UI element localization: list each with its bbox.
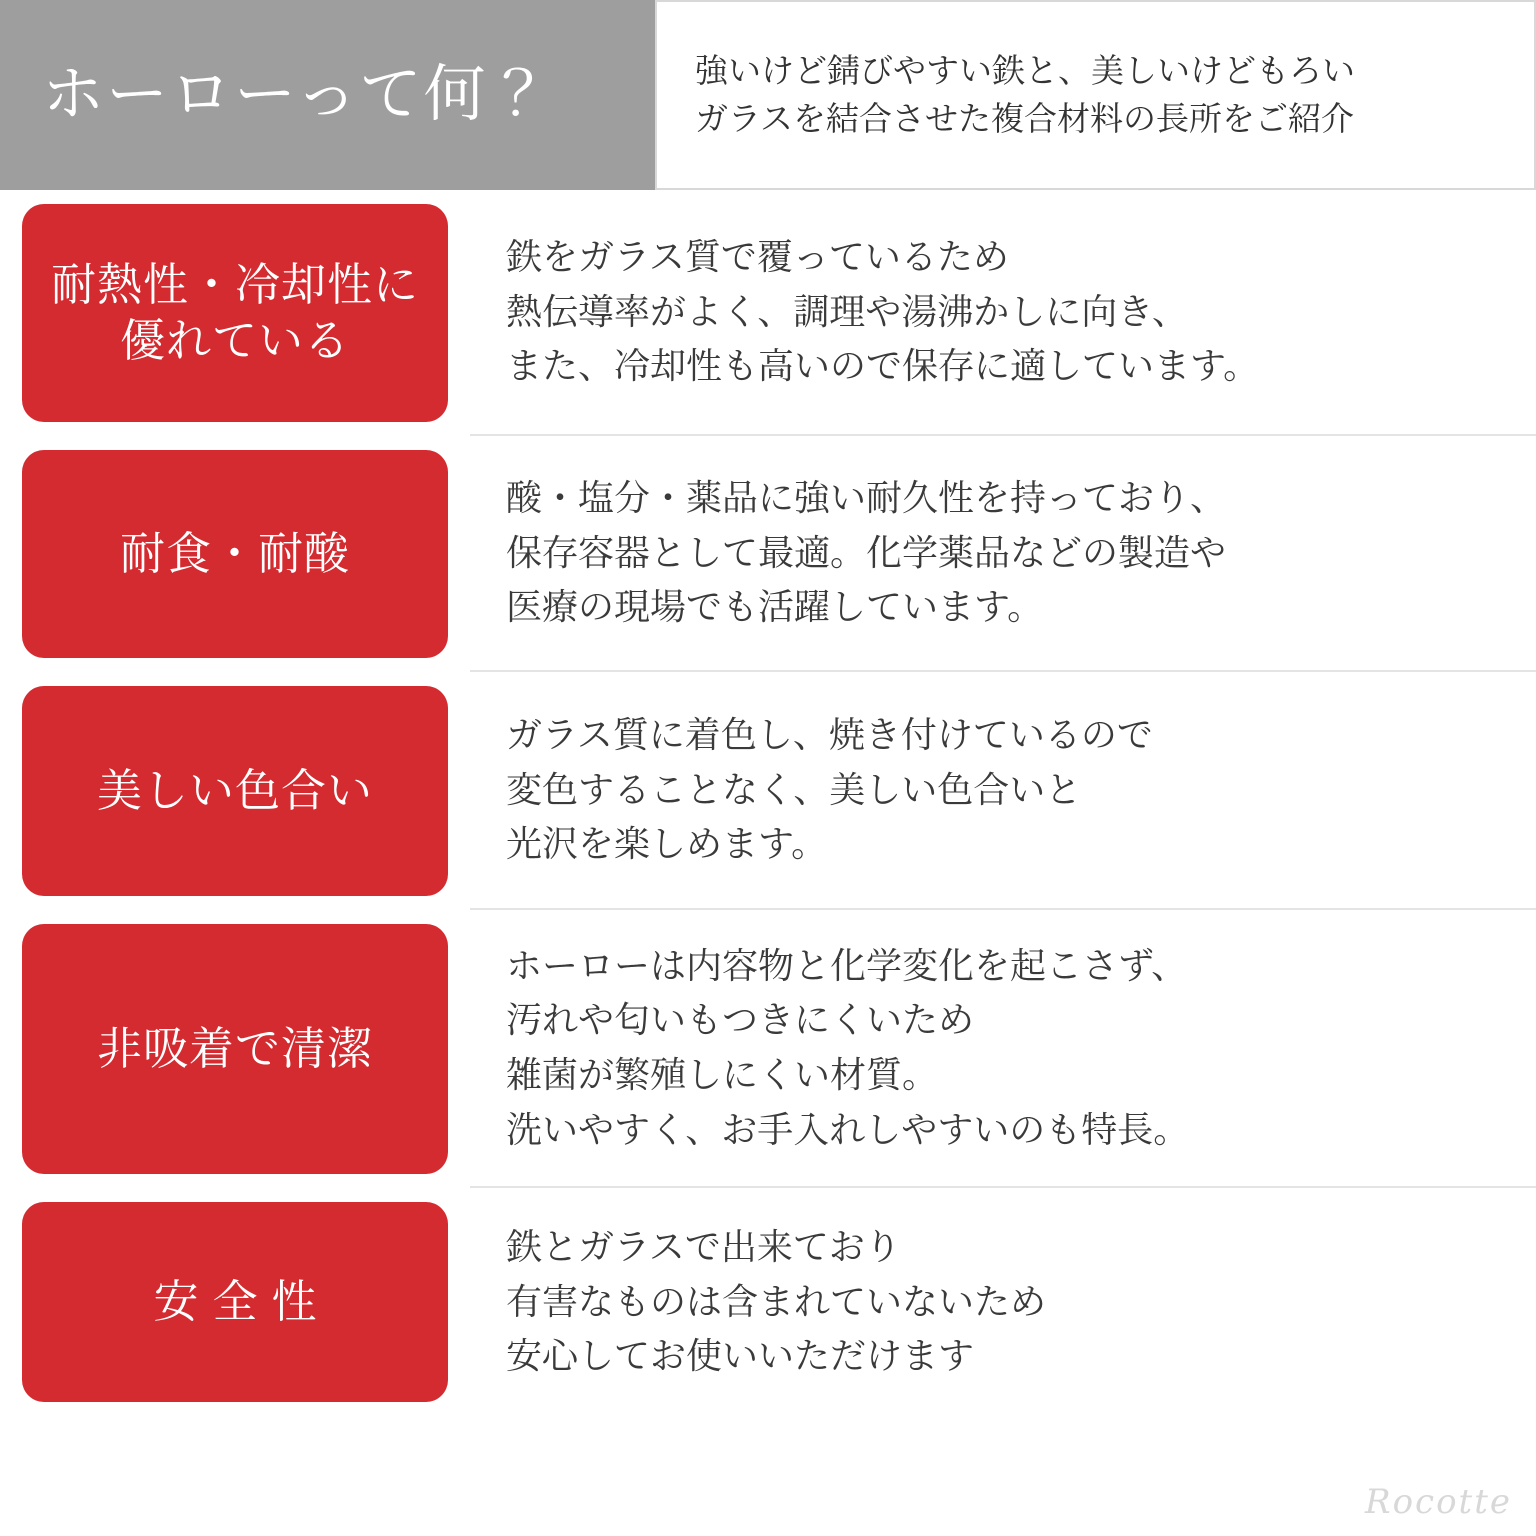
feature-badge [22,204,448,422]
feature-badge-line: 優れている [119,315,350,366]
feature-badge [22,450,448,658]
feature-badge-cell [0,190,470,436]
feature-description-line: 洗いやすく、お手入れしやすいのも特長。 [506,1108,1190,1150]
brand-watermark: Rocotte [1364,1482,1512,1522]
feature-badge [22,924,448,1174]
feature-description-line: 雑菌が繁殖しにくい材質。 [506,1054,939,1095]
header-subtitle-line-2: ガラスを結合させた複合材料の長所をご紹介 [695,100,1355,137]
feature-description-line: ホーローは内容物と化学変化を起こさず、 [506,944,1188,986]
feature-description-line: 熱伝導率がよく、調理や湯沸かしに向き、 [506,290,1188,332]
feature-badge-cell [0,436,470,672]
feature-list [0,190,1536,1416]
feature-description-line: 有害なものは含まれていないため [506,1280,1047,1322]
feature-row [0,436,1536,672]
feature-description-line: 鉄とガラスで出来ており [506,1225,901,1267]
feature-badge [22,686,448,896]
feature-description-line: また、冷却性も高いので保存に適しています。 [506,345,1260,387]
feature-badge [22,1202,448,1402]
feature-description-line: 保存容器として最適。化学薬品などの製造や [506,531,1227,573]
feature-description [470,672,1536,910]
feature-description-line: 汚れや匂いもつきにくいため [506,999,975,1041]
feature-description [470,1188,1536,1416]
header [0,0,1536,190]
header-subtitle-block [655,0,1536,190]
feature-description [470,190,1536,436]
feature-row [0,190,1536,436]
feature-row [0,910,1536,1188]
feature-description [470,910,1536,1188]
feature-badge-cell [0,672,470,910]
feature-description-line: 変色することなく、美しい色合いと [506,768,1082,810]
header-subtitle-line-1: 強いけど錆びやすい鉄と、美しいけどもろい [695,52,1355,90]
feature-description-line: 酸・塩分・薬品に強い耐久性を持っており、 [506,476,1227,518]
feature-badge-line: 美しい色合い [96,764,373,816]
feature-row [0,1188,1536,1416]
header-title-block [0,0,655,190]
feature-badge-cell [0,1188,470,1416]
feature-badge-line: 安全性 [153,1275,331,1327]
feature-description-line: 鉄をガラス質で覆っているため [506,235,1009,277]
feature-badge-line: 耐熱性・冷却性に [50,258,419,310]
feature-badge-cell [0,910,470,1188]
page-title: ホーローって何？ [42,59,552,129]
feature-description-line: 光沢を楽しめます。 [506,823,828,865]
feature-description [470,436,1536,672]
feature-description-line: 医療の現場でも活躍しています。 [506,586,1044,628]
feature-badge-line: 耐食・耐酸 [119,527,350,579]
feature-badge-line: 非吸着で清潔 [96,1022,373,1074]
feature-description-line: 安心してお使いいただけます [506,1335,975,1377]
feature-description-line: ガラス質に着色し、焼き付けているので [506,713,1153,755]
feature-row [0,672,1536,910]
